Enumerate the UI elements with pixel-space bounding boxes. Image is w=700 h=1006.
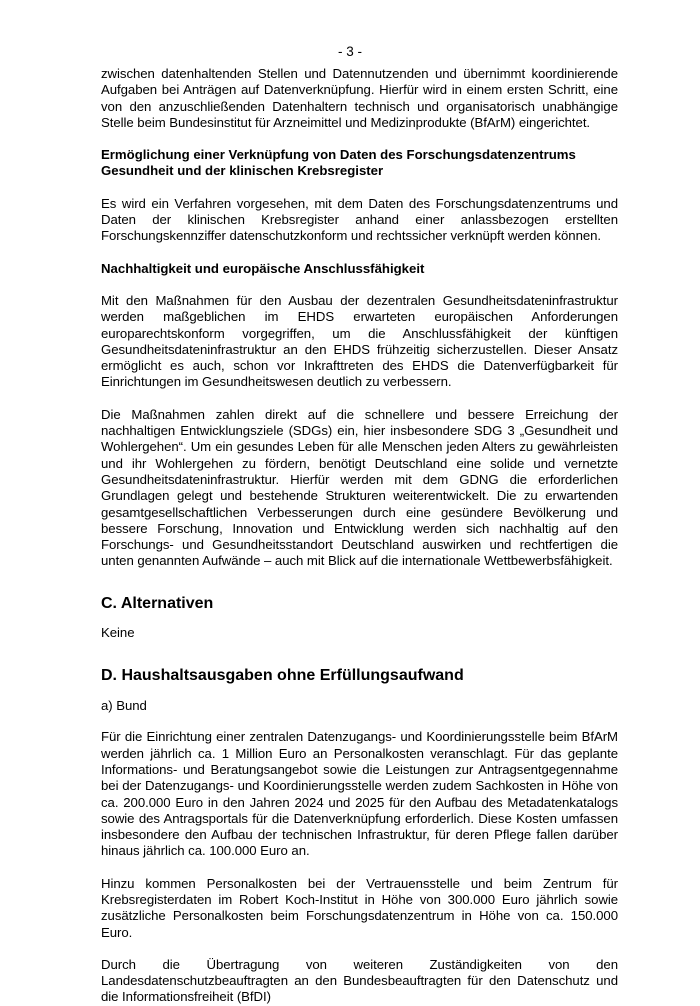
heading-c-alternativen: C. Alternativen <box>101 594 214 612</box>
paragraph-ehds: Mit den Maßnahmen für den Ausbau der dezentralen Gesundheitsdateninfrastruktur werden maßgeblichen im EHDS erwarteten europäischen Anforderungen europarechtskonform vorgegriffen, um die Anschlussfähigkeit der künftigen Gesundheitsdateninfrastruktur an den EHDS frühzeitig sicherzustellen. Dieser Ansatz ermöglicht es auch, schon vor Inkrafttreten des EHDS die Datenverfügbarkeit für Einrichtungen im Gesundheitswesen deutlich zu verbessern. <box>101 292 618 390</box>
paragraph-personalkosten: Hinzu kommen Personalkosten bei der Vertrauensstelle und beim Zentrum für Krebsregisterdaten im Robert Koch-Institut in Höhe von 300.000 Euro jährlich sowie zusätzliche Personalkosten beim Forschungsdatenzentrum in Höhe von ca. 150.000 Euro. <box>101 875 618 940</box>
paragraph-intro-continuation: zwischen datenhaltenden Stellen und Datennutzenden und übernimmt koordinierende Aufgaben bei Anträgen auf Datenverknüpfung. Hierfür wird in einem ersten Schritt, eine von den anzuschließenden Datenhaltern technisch und organisatorisch unabhängige Stelle beim Bundesinstitut für Arzneimittel und Medizinprodukte (BfArM) eingerichtet. <box>101 66 618 130</box>
paragraph-bfdi: Durch die Übertragung von weiteren Zuständigkeiten von den Landesdatenschutzbeauftragten an den Bundesbeauftragten für den Datenschutz und die Informationsfreiheit (BfDI) <box>101 956 618 1005</box>
page-number: - 3 - <box>337 44 362 59</box>
subheading-verknuepfung: Ermöglichung einer Verknüpfung von Daten des Forschungsdatenzentrums Gesundheit und der klinischen Krebsregister <box>101 147 576 179</box>
paragraph-verfahren: Es wird ein Verfahren vorgesehen, mit dem Daten des Forschungsdatenzentrums und Daten der klinischen Krebsregister anhand einer anlassbezogen erstellten Forschungskennziffer datenschutzkonform und rechtssicher verknüpft werden können. <box>101 195 618 244</box>
paragraph-bfarm-kosten: Für die Einrichtung einer zentralen Datenzugangs- und Koordinierungsstelle beim BfArM werden jährlich ca. 1 Million Euro an Personalkosten veranschlagt. Für das geplante Informations- und Beratungsangebot sowie die Leistungen zur Antragsentgegennahme bei der Datenzugangs- und Koordinierungsstelle werden zudem Sachkosten in Höhe von ca. 200.000 Euro in den Jahren 2024 und 2025 für den Aufbau des Metadatenkatalogs sowie des Antragsportals für die Datenverknüpfung erforderlich. Diese Kosten umfassen insbesondere den Aufbau der technischen Infrastruktur, für deren Pflege fallen darüber hinaus jährlich ca. 100.000 Euro an. <box>101 729 618 859</box>
paragraph-sdg: Die Maßnahmen zahlen direkt auf die schnellere und bessere Erreichung der nachhaltigen Entwicklungsziele (SDGs) ein, hier insbesondere SDG 3 „Gesundheit und Wohlergehen“. Um ein gesundes Leben für alle Menschen jeden Alters zu gewährleisten und ihr Wohlergehen zu fördern, benötigt Deutschland eine solide und vernetzte Gesundheitsdateninfrastruktur. Hierfür werden mit dem GDNG die erforderlichen Grundlagen gelegt und bestehende Strukturen weiterentwickelt. Die zu erwartenden gesamtgesellschaftlichen Verbesserungen durch eine gesündere Bevölkerung und bessere Forschung, Innovation und Entwicklung werden sich nachhaltig auf den Forschungs- und Gesundheitsstandort Deutschland auswirken und rechtfertigen die unten genannten Aufwände – auch mit Blick auf die internationale Wettbewerbsfähigkeit. <box>101 406 618 569</box>
paragraph-keine: Keine <box>101 624 135 640</box>
heading-d-haushaltsausgaben: D. Haushaltsausgaben ohne Erfüllungsaufwand <box>101 667 464 685</box>
paragraph-bund-label: a) Bund <box>101 698 147 714</box>
subheading-nachhaltigkeit: Nachhaltigkeit und europäische Anschlussfähigkeit <box>101 260 425 276</box>
page-body <box>101 66 618 1006</box>
